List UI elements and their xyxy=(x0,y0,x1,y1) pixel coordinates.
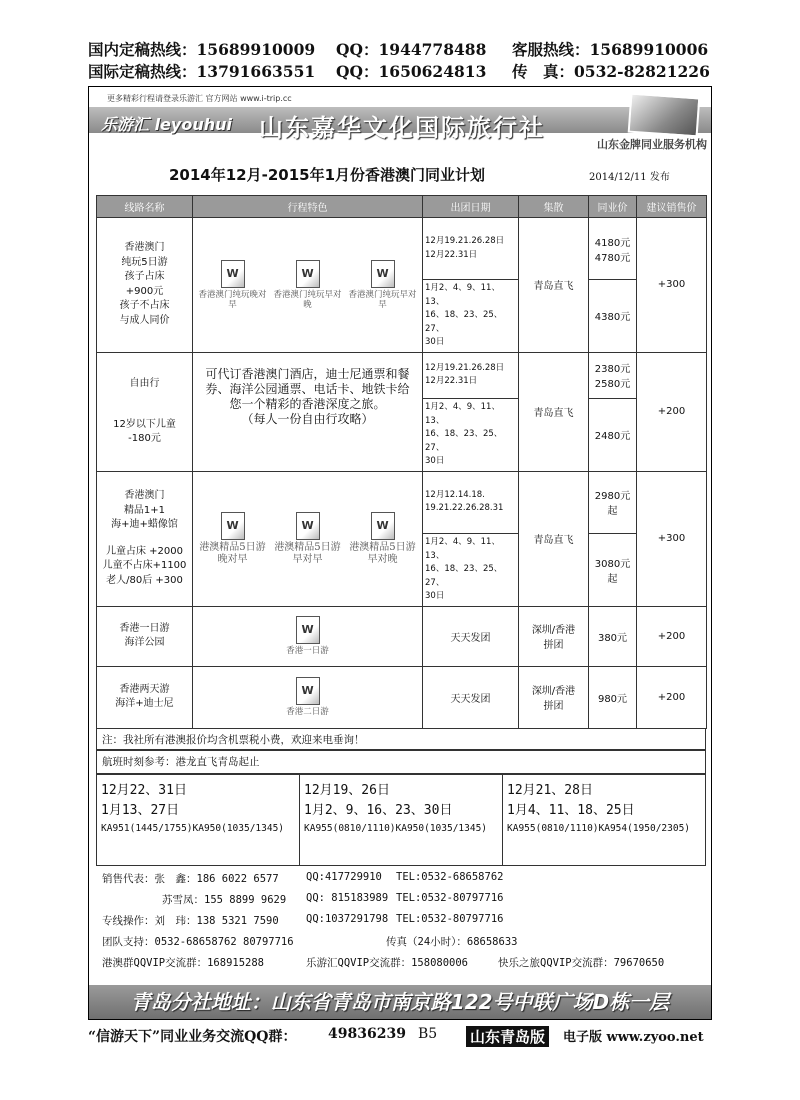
dates-cell xyxy=(423,218,519,280)
gather-cell: 青岛直飞 xyxy=(519,352,589,471)
price-cell xyxy=(589,218,637,280)
doc-label: 港澳精品5日游晚对早 xyxy=(199,541,266,565)
doc-label: 香港澳门纯玩晚对早 xyxy=(198,289,267,310)
text-line: 可代订香港澳门酒店，迪士尼通票和餐 xyxy=(205,366,410,381)
contact-row xyxy=(96,910,706,931)
flight-reference: 航班时刻参考：港龙直飞青岛起止 xyxy=(96,750,706,774)
contact-tel: TEL:0532-80797716 xyxy=(396,913,504,925)
text-line: 券、海洋公园通票、电话卡、地铁卡给 xyxy=(205,381,410,396)
date-line: 12月19.21.26.28日 xyxy=(425,235,505,246)
contact-row xyxy=(96,889,706,910)
route-line: 海洋公园 xyxy=(124,637,165,649)
route-line: 香港澳门 xyxy=(124,242,165,254)
page-number: B5 xyxy=(418,1026,438,1042)
dates-cell: 天天发团 xyxy=(423,666,519,728)
domestic-hotline: 国内定稿热线：15689910009 xyxy=(88,40,316,59)
qq-group: 港澳群QQVIP交流群：168915288 xyxy=(102,957,265,969)
flight-dates: 1月4、11、18、25日 xyxy=(507,802,635,818)
route-line: 香港两天游 xyxy=(119,683,170,695)
footer-qq-number: 49836239 xyxy=(328,1026,406,1042)
itinerary-cell xyxy=(193,218,423,353)
itinerary-doc-link[interactable] xyxy=(273,260,343,310)
header-gather: 集散 xyxy=(519,196,589,218)
route-line: 自由行 xyxy=(129,378,160,390)
price-cell: 3080元起 xyxy=(589,533,637,606)
itinerary-doc-link[interactable] xyxy=(345,512,420,566)
date-line: 30日 xyxy=(425,456,445,467)
date-line: 1月2、4、9、11、13、 xyxy=(425,283,500,307)
route-cell xyxy=(97,218,193,353)
team-support: 团队支持：0532-68658762 80797716 xyxy=(102,936,294,948)
route-line: 香港澳门 xyxy=(124,490,165,502)
flight-dates: 12月19、26日 xyxy=(304,783,390,798)
gather-cell xyxy=(519,666,589,728)
flight-numbers: KA955(0810/1110)KA950(1035/1345) xyxy=(304,823,488,834)
header-route: 线路名称 xyxy=(97,196,193,218)
itinerary-doc-link[interactable] xyxy=(273,677,343,717)
gather-line: 拼团 xyxy=(543,701,564,713)
route-line: 孩子不占床 xyxy=(119,300,170,312)
company-banner xyxy=(89,87,711,151)
itinerary-doc-link[interactable] xyxy=(270,512,345,566)
flight-numbers: KA951(1445/1755)KA950(1035/1345) xyxy=(101,823,285,834)
route-cell xyxy=(97,666,193,728)
gather-line: 深圳/香港 xyxy=(531,686,576,698)
price-line: 4180元 xyxy=(594,237,631,249)
flight-col xyxy=(300,775,503,865)
leyouhui-logo: 乐游汇 leyouhui xyxy=(101,115,232,134)
route-line: -180元 xyxy=(128,433,161,445)
route-line: 香港一日游 xyxy=(119,622,170,634)
flight-schedule xyxy=(96,774,706,866)
route-line: 海+迪+蜡像馆 xyxy=(111,519,178,531)
route-line: 儿童不占床+1100 xyxy=(102,560,187,572)
header-price: 同业价 xyxy=(589,196,637,218)
itinerary-cell xyxy=(193,606,423,666)
flight-dates: 12月21、28日 xyxy=(507,783,593,798)
price-cell: 2980元起 xyxy=(589,471,637,533)
contact-name-phone: 销售代表：张 鑫：186 6022 6577 xyxy=(102,873,279,885)
dates-cell xyxy=(423,352,519,398)
itinerary-cell xyxy=(193,666,423,728)
footer-website[interactable]: 电子版 www.zyoo.net xyxy=(563,1030,704,1045)
flight-numbers: KA955(0810/1110)KA954(1950/2305) xyxy=(507,823,691,834)
price-cell xyxy=(589,352,637,398)
date-line: 12月22.31日 xyxy=(425,249,478,260)
flight-dates: 1月2、9、16、23、30日 xyxy=(304,802,453,818)
route-cell xyxy=(97,606,193,666)
date-line: 12月19.21.26.28日 xyxy=(425,362,505,373)
company-name: 山东嘉华文化国际旅行社 xyxy=(259,113,545,142)
flight-col xyxy=(503,775,705,865)
page-title: 2014年12月-2015年1月份香港澳门同业计划 xyxy=(169,166,486,184)
price-cell: 980元 xyxy=(589,666,637,728)
table-row xyxy=(97,352,707,398)
word-doc-icon xyxy=(371,512,395,540)
route-line: 纯玩5日游 xyxy=(121,256,168,268)
text-line: （每人一份自由行攻略） xyxy=(241,411,374,426)
dates-cell xyxy=(423,280,519,353)
doc-label: 香港一日游 xyxy=(286,646,329,657)
banner-photo xyxy=(628,93,701,138)
price-cell: 2480元 xyxy=(589,398,637,471)
gather-cell xyxy=(519,606,589,666)
flight-dates: 12月22、31日 xyxy=(101,783,187,798)
gather-cell: 青岛直飞 xyxy=(519,471,589,606)
header-dates: 出团日期 xyxy=(423,196,519,218)
price-cell: 380元 xyxy=(589,606,637,666)
sale-cell: +200 xyxy=(637,666,707,728)
word-doc-icon xyxy=(296,512,320,540)
date-line: 16、18、23、25、27、 xyxy=(425,310,503,334)
dates-cell xyxy=(423,533,519,606)
qq-group: 乐游汇QQVIP交流群：158080006 xyxy=(306,957,469,969)
edition-label: 山东青岛版 xyxy=(466,1026,549,1047)
itinerary-doc-link[interactable] xyxy=(198,260,268,310)
flight-dates: 1月13、27日 xyxy=(101,802,180,818)
route-line: 老人/80后 +300 xyxy=(106,574,183,586)
date-line: 1月2、4、9、11、13、 xyxy=(425,401,500,426)
itinerary-doc-link[interactable] xyxy=(273,616,343,656)
tour-plan-table xyxy=(96,195,707,729)
date-line: 16、18、23、25、27、 xyxy=(425,564,503,588)
doc-label: 港澳精品5日游早对早 xyxy=(274,541,341,565)
route-line: +900元 xyxy=(125,285,164,297)
gather-line: 深圳/香港 xyxy=(531,625,576,637)
qq-2: QQ：1650624813 xyxy=(336,62,487,81)
date-line: 19.21.22.26.28.31 xyxy=(425,503,504,514)
doc-label: 香港澳门纯玩早对早 xyxy=(348,289,417,310)
banner-small-text: 更多精彩行程请登录乐游汇 官方网站 www.i-trip.cc xyxy=(107,94,292,103)
intl-hotline: 国际定稿热线：13791663551 xyxy=(88,62,316,81)
contact-name-phone: 专线操作：刘 玮：138 5321 7590 xyxy=(102,915,279,927)
table-row xyxy=(97,218,707,280)
page-footer xyxy=(88,1024,712,1046)
price-note: 注：我社所有港澳报价均含机票税小费，欢迎来电垂询！ xyxy=(96,728,706,750)
free-travel-text xyxy=(195,367,420,427)
price-line: 4780元 xyxy=(594,252,631,264)
gather-cell: 青岛直飞 xyxy=(519,218,589,353)
text-line: 您一个精彩的香港深度之旅。 xyxy=(229,396,386,411)
price-line: 2580元 xyxy=(594,379,631,391)
route-cell xyxy=(97,352,193,471)
doc-label: 香港二日游 xyxy=(286,707,329,718)
route-line: 孩子占床 xyxy=(124,271,165,283)
table-header-row xyxy=(97,196,707,218)
itinerary-doc-link[interactable] xyxy=(195,512,270,566)
doc-label: 香港澳门纯玩早对晚 xyxy=(273,289,342,310)
word-doc-icon xyxy=(296,260,320,288)
word-doc-icon xyxy=(296,677,320,705)
dates-cell xyxy=(423,398,519,471)
dates-cell: 天天发团 xyxy=(423,606,519,666)
sale-cell: +200 xyxy=(637,606,707,666)
doc-label: 港澳精品5日游早对晚 xyxy=(349,541,416,565)
contact-qq: QQ: 815183989 xyxy=(306,892,389,904)
fax: 传 真：0532-82821226 xyxy=(512,62,710,81)
publish-date: 2014/12/11 发布 xyxy=(589,172,670,183)
dates-cell xyxy=(423,471,519,533)
route-line: 与成人同价 xyxy=(119,314,170,326)
footer-qq-label: “信游天下”同业业务交流QQ群： xyxy=(88,1029,297,1045)
route-line: 海洋+迪士尼 xyxy=(115,698,174,710)
itinerary-cell xyxy=(193,471,423,606)
sale-cell: +200 xyxy=(637,352,707,471)
word-doc-icon xyxy=(221,260,245,288)
qq-group: 快乐之旅QQVIP交流群：79670650 xyxy=(498,957,665,969)
route-line: 儿童占床 +2000 xyxy=(105,545,183,557)
sale-cell: +300 xyxy=(637,218,707,353)
itinerary-doc-link[interactable] xyxy=(348,260,418,310)
contact-row xyxy=(96,931,706,952)
date-line: 12月22.31日 xyxy=(425,376,478,387)
price-line: 2380元 xyxy=(594,364,631,376)
fax-24h: 传真（24小时）：68658633 xyxy=(386,936,518,948)
table-row xyxy=(97,471,707,533)
contact-name-phone: 苏雪凤：155 8899 9629 xyxy=(162,894,287,906)
contact-row xyxy=(96,952,706,973)
contact-qq: QQ:1037291798 xyxy=(306,913,389,925)
contact-tel: TEL:0532-80797716 xyxy=(396,892,504,904)
table-row xyxy=(97,606,707,666)
route-spacer xyxy=(99,533,190,545)
contact-list xyxy=(96,868,706,973)
word-doc-icon xyxy=(221,512,245,540)
word-doc-icon xyxy=(371,260,395,288)
banner-subtitle: 山东金牌同业服务机构 xyxy=(597,138,707,151)
price-cell: 4380元 xyxy=(589,280,637,353)
qq-1: QQ：1944778488 xyxy=(336,40,487,59)
route-cell xyxy=(97,471,193,606)
branch-address: 青岛分社地址：山东省青岛市南京路122号中联广场D栋一层 xyxy=(89,985,711,1019)
date-line: 30日 xyxy=(425,337,445,348)
header-sale: 建议销售价 xyxy=(637,196,707,218)
contact-row xyxy=(96,868,706,889)
route-spacer xyxy=(99,392,190,418)
contact-tel: TEL:0532-68658762 xyxy=(396,871,504,883)
free-travel-cell xyxy=(193,352,423,471)
header-features: 行程特色 xyxy=(193,196,423,218)
word-doc-icon xyxy=(296,616,320,644)
route-line: 12岁以下儿童 xyxy=(113,418,176,430)
date-line: 12月12.14.18. xyxy=(425,489,485,500)
route-line: 精品1+1 xyxy=(123,504,166,516)
table-row xyxy=(97,666,707,728)
date-line: 1月2、4、9、11、13、 xyxy=(425,536,500,561)
date-line: 16、18、23、25、27、 xyxy=(425,429,503,453)
date-line: 30日 xyxy=(425,591,445,602)
sale-cell: +300 xyxy=(637,471,707,606)
gather-line: 拼团 xyxy=(543,640,564,652)
service-hotline: 客服热线：15689910006 xyxy=(512,40,709,59)
flight-col xyxy=(97,775,300,865)
contact-qq: QQ:417729910 xyxy=(306,871,382,883)
document-frame xyxy=(88,86,712,1020)
